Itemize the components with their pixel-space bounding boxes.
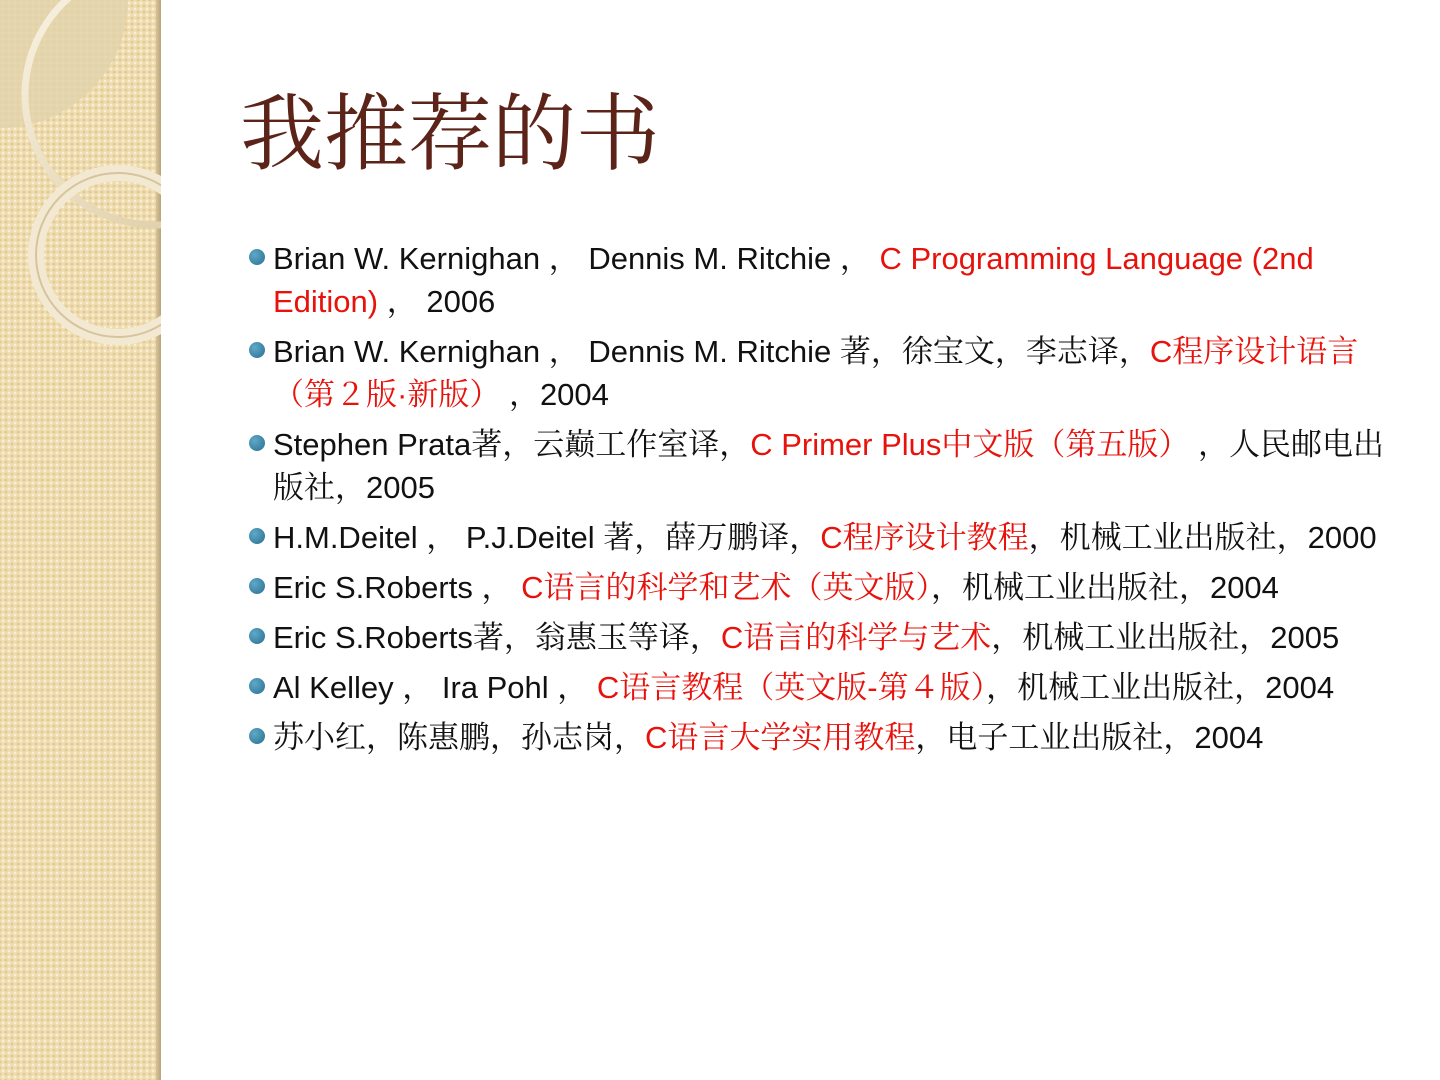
reference-book-title: C Programming Language (2nd Edition): [273, 241, 1314, 319]
reference-author: H.M.Deitel ， P.J.Deitel 著，薛万鹏译，: [273, 520, 821, 555]
reference-publisher: ，机械工业出版社，2000: [1028, 520, 1377, 555]
reference-author: Al Kelley ， Ira Pohl ，: [273, 670, 597, 705]
reference-book-title: C语言的科学与艺术: [720, 620, 992, 655]
slide-title: 我推荐的书: [240, 85, 661, 183]
reference-book-title: C Primer Plus中文版（第五版）: [750, 427, 1190, 462]
reference-publisher: ，机械工业出版社，2004: [986, 670, 1335, 705]
reference-item: [248, 237, 1398, 323]
reference-author: Eric S.Roberts ，: [273, 570, 522, 605]
reference-publisher: ，2004: [500, 377, 609, 412]
reference-item: [248, 423, 1398, 509]
reference-author: Stephen Prata著，云巅工作室译，: [273, 427, 751, 462]
bullet-icon: [249, 678, 265, 694]
reference-list: [248, 237, 1398, 766]
reference-publisher: ，机械工业出版社，2005: [991, 620, 1340, 655]
reference-book-title: C语言教程（英文版-第４版）: [596, 670, 987, 705]
reference-author: Brian W. Kernighan ， Dennis M. Ritchie ，: [273, 241, 880, 276]
reference-author: Brian W. Kernighan ， Dennis M. Ritchie 著，徐宝文，李志译，: [273, 334, 1150, 369]
reference-item: [248, 330, 1398, 416]
bullet-icon: [249, 528, 265, 544]
reference-item: [248, 716, 1398, 759]
bullet-icon: [249, 249, 265, 265]
reference-book-title: C程序设计教程: [820, 520, 1029, 555]
bullet-icon: [249, 435, 265, 451]
reference-item: [248, 616, 1398, 659]
bullet-icon: [249, 578, 265, 594]
reference-item: [248, 566, 1398, 609]
reference-book-title: C语言的科学和艺术（英文版）: [521, 570, 931, 605]
reference-publisher: ，机械工业出版社，2004: [930, 570, 1279, 605]
reference-author: 苏小红，陈惠鹏，孙志岗，: [273, 720, 645, 755]
reference-publisher: ，电子工业出版社，2004: [915, 720, 1264, 755]
reference-item: [248, 516, 1398, 559]
bullet-icon: [249, 628, 265, 644]
reference-author: Eric S.Roberts著，翁惠玉等译，: [273, 620, 721, 655]
bullet-icon: [249, 342, 265, 358]
reference-publisher: ， 2006: [378, 284, 496, 319]
bullet-icon: [249, 728, 265, 744]
reference-book-title: C程序设计语言（第２版·新版）: [273, 334, 1359, 412]
reference-publisher: ，人民邮电出版社，2005: [273, 427, 1385, 505]
reference-book-title: C语言大学实用教程: [645, 720, 916, 755]
reference-item: [248, 666, 1398, 709]
